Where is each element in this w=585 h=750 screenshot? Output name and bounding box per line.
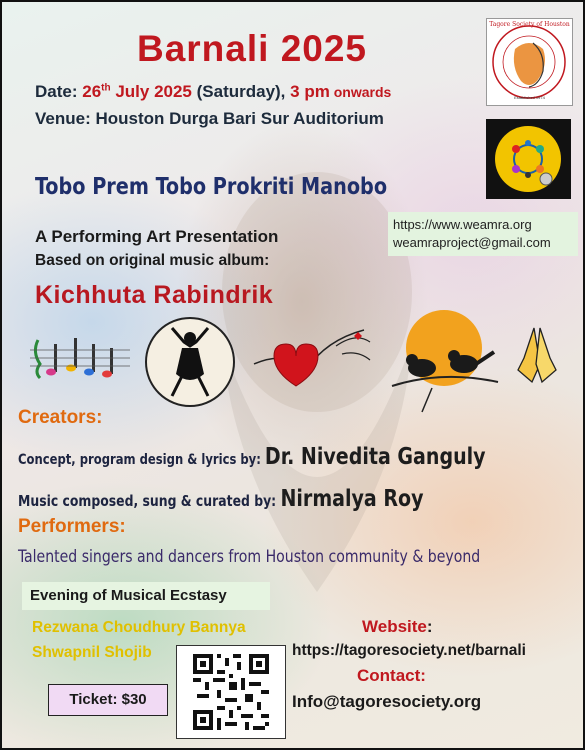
event-title: Barnali 2025 [136,28,368,69]
concept-credit [18,444,486,470]
event-time: 3 pm [290,82,330,101]
time-suffix: onwards [329,84,392,100]
weamra-website-link[interactable]: https://www.weamra.org [393,217,532,232]
date-suffix: th [101,82,111,94]
contact-email[interactable]: Info@tagoresociety.org [292,692,482,711]
date-label: Date: [35,82,83,101]
concept-label: Concept, program design & lyrics by: [18,452,265,468]
website-label-text: Website [362,617,427,636]
society-established: Established 1974 [514,95,545,100]
artist-2: Shwapnil Shojib [32,644,152,661]
creators-heading: Creators: [18,407,103,428]
weamra-email-link[interactable]: weamraproject@gmail.com [393,235,551,250]
contact-label: Contact: [357,666,426,685]
date-day: 26 [82,82,102,101]
event-date [35,82,391,102]
program-subtitle: Tobo Prem Tobo Prokriti Manobo [35,174,388,200]
concept-name: Dr. Nivedita Ganguly [264,444,486,470]
society-name: Tagore Society of Houston [489,21,570,28]
website-url[interactable]: https://tagoresociety.net/barnali [292,642,526,659]
weamra-logo [486,119,571,199]
tagore-society-logo [486,18,573,106]
performers-heading: Performers: [18,516,126,537]
presentation-label: A Performing Art Presentation [35,227,279,246]
music-name: Nirmalya Roy [280,486,424,512]
music-label: Music composed, sung & curated by: [18,492,281,510]
website-colon: : [426,617,433,636]
weamra-logo-icon [486,119,571,199]
artist-1: Rezwana Choudhury Bannya [32,619,246,636]
event-venue: Venue: Houston Durga Bari Sur Auditorium [35,109,384,128]
performers-description: Talented singers and dancers from Houston community & beyond [18,547,481,567]
based-on-label: Based on original music album: [35,252,270,269]
date-weekday: (Saturday), [191,82,291,101]
dancer-icon [142,314,238,410]
date-month-year: July 2025 [110,82,192,101]
contact-box [388,212,578,256]
music-credit [18,486,424,512]
praying-hands-icon [510,324,564,388]
album-title: Kichhuta Rabindrik [35,281,274,309]
heart-icon [246,320,376,400]
qr-code-icon [177,646,285,738]
music-notes-icon [30,330,130,384]
evening-label: Evening of Musical Ecstasy [22,582,270,610]
website-label [362,617,433,637]
birds-sunset-icon [382,308,502,418]
society-seal-icon [487,19,572,105]
qr-code[interactable] [176,645,286,739]
ticket-price: Ticket: $30 [48,684,168,716]
